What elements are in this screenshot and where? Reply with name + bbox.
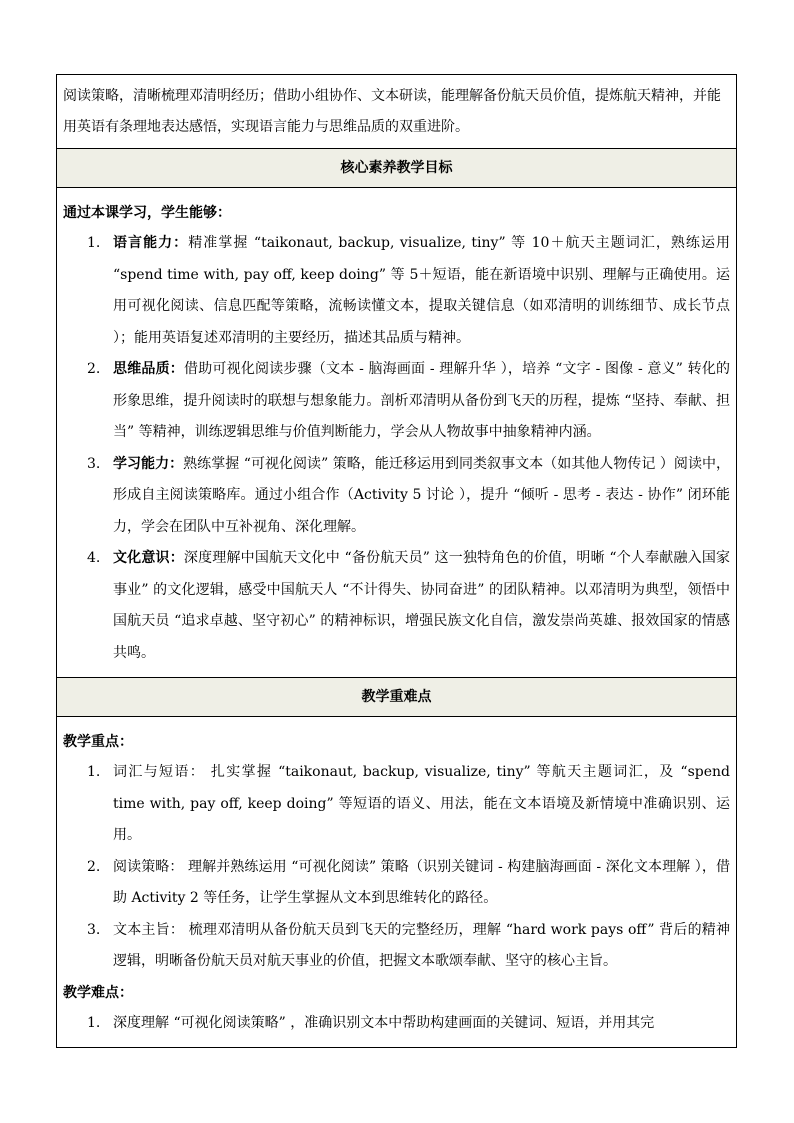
item-text: 借助可视化阅读步骤（文本 - 脑海画面 - 理解升华 ），培养 “文字 - 图像 - 意义” 转化的形象思维，提升阅读时的联想与想象能力。剖析邓清明从备份到飞天的历程，提炼 “坚持、奉献、担当” 等精神，训练逻辑思维与价值判断能力，学会从人物故事中抽象精神内涵。 [113,361,731,440]
item-number: 1. [87,764,101,780]
objectives-cell [57,188,737,678]
item-text: 词汇与短语： 扎实掌握 “taikonaut, backup, visualize, tiny” 等航天主题词汇，及 “spend time with, pay off, keep doing” 等短语的语义、用法，能在文本语境及新情境中准确识别、运用。 [113,764,730,843]
item-lead: 学习能力： [113,455,184,472]
item-text: 深度理解 “可视化阅读策略” ，准确识别文本中帮助构建画面的关键词、短语，并用其完 [113,1014,655,1031]
item-number: 3. [87,455,101,472]
item-text: 深度理解中国航天文化中 “备份航天员” 这一独特角色的价值，明晰 “个人奉献融入国家事业” 的文化逻辑，感受中国航天人 “不计得失、协同奋进” 的团队精神。以邓清明为典型，领悟中国航天员 “追求卓越、坚守初心” 的精神标识，增强民族文化自信，激发崇尚英雄、报效国家的情感共鸣。 [113,550,731,661]
item-number: 4. [87,550,101,566]
objective-item [63,449,730,544]
item-number: 3. [87,921,101,938]
section-title-objectives: 核心素养教学目标 [340,160,453,176]
top-cell [57,75,737,149]
item-lead: 文化意识： [113,550,184,566]
keypoints-cell [57,717,737,1048]
item-lead: 语言能力： [113,235,189,251]
objectives-list [63,228,730,669]
focus-list [63,757,730,978]
item-number: 1. [87,1014,101,1031]
lesson-plan-table [56,74,737,1048]
section-header-objectives [57,149,737,188]
item-text: 文本主旨： 梳理邓清明从备份航天员到飞天的完整经历，理解 “hard work pays off” 背后的精神逻辑，明晰备份航天员对航天事业的价值，把握文本歌颂奉献、坚守的核心主旨。 [113,921,730,969]
item-text: 精准掌握 “taikonaut, backup, visualize, tiny” 等 10＋航天主题词汇，熟练运用 “spend time with, pay off, keep doing” 等 5＋短语，能在新语境中识别、理解与正确使用。运用可视化阅读、信息匹配等策略，流畅读懂文本，提取关键信息（如邓清明的训练细节、成长节点 ）；能用英语复述邓清明的主要经历，描述其品质与精神。 [113,235,731,346]
focus-item [63,852,730,915]
objective-item [63,543,730,669]
focus-item [63,757,730,852]
objective-item [63,228,730,354]
difficulty-title: 教学难点： [63,984,133,1001]
top-continuation-text: 阅读策略，清晰梳理邓清明经历；借助小组协作、文本研读，能理解备份航天员价值，提炼航天精神，并能用英语有条理地表达感悟，实现语言能力与思维品质的双重进阶。 [63,88,721,135]
item-lead: 思维品质： [113,361,185,377]
focus-title: 教学重点： [63,734,133,750]
item-text: 阅读策略： 理解并熟练运用 “可视化阅读” 策略（识别关键词 - 构建脑海画面 - 深化文本理解 ），借助 Activity 2 等任务，让学生掌握从文本到思维转化的路径。 [113,858,730,906]
item-number: 2. [87,361,101,377]
item-number: 1. [87,235,101,251]
objectives-intro: 通过本课学习，学生能够： [63,205,231,221]
difficulty-list [63,1008,730,1040]
difficulty-item [63,1008,730,1040]
focus-item [63,915,730,978]
item-text: 熟练掌握 “可视化阅读” 策略，能迁移运用到同类叙事文本（如其他人物传记 ）阅读中，形成自主阅读策略库。通过小组合作（Activity 5 讨论 ），提升 “倾听 - 思考 - 表达 - 协作” 闭环能力，学会在团队中互补视角、深化理解。 [113,455,730,535]
objective-item [63,354,730,449]
item-number: 2. [87,858,101,875]
section-title-keypoints: 教学重难点 [361,689,432,705]
section-header-keypoints [57,678,737,717]
